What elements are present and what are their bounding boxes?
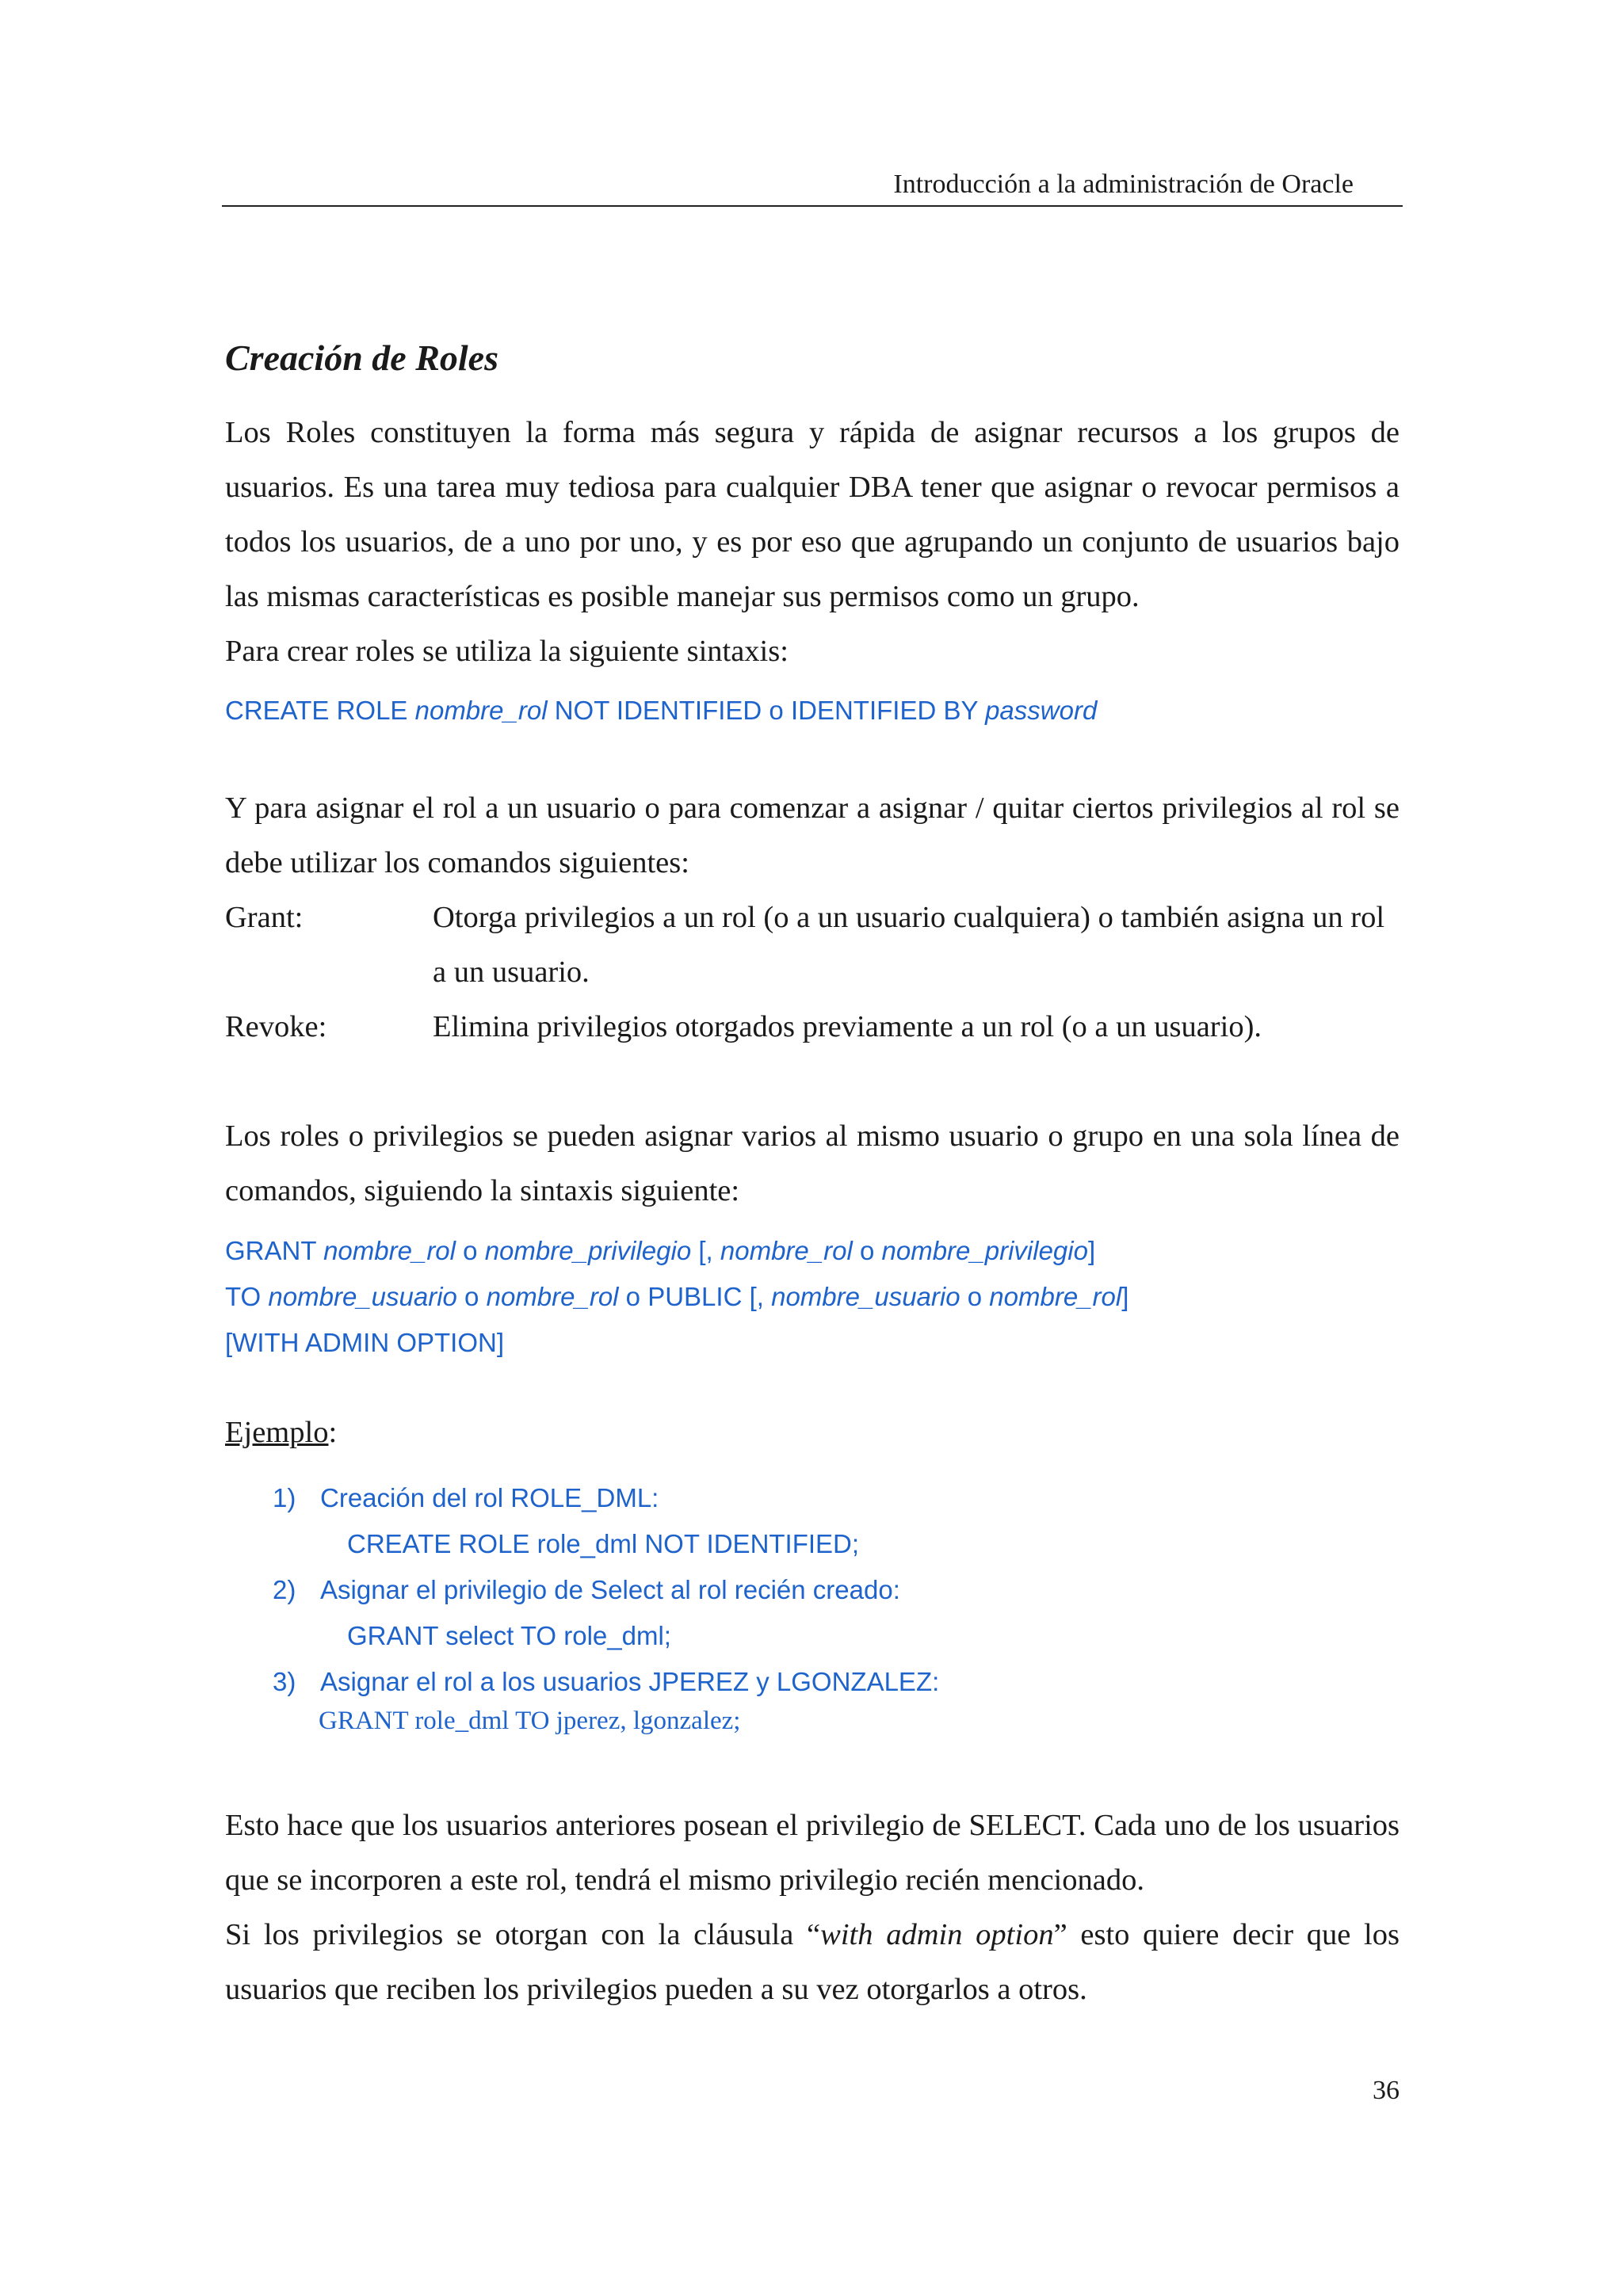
- conclusion-paragraph-2: [225, 1908, 1400, 2017]
- definition-term: Revoke:: [225, 1010, 327, 1043]
- emphasis: with admin option: [820, 1918, 1054, 1951]
- syntax-keyword: ]: [1121, 1282, 1129, 1311]
- example-step: [273, 1475, 939, 1521]
- syntax-arg: nombre_privilegio: [881, 1236, 1088, 1265]
- grant-syntax: [225, 1228, 1128, 1366]
- definition-revoke: [225, 1000, 1400, 1055]
- step-number: 3): [273, 1667, 296, 1696]
- multi-paragraph: Los roles o privilegios se pueden asignar varios al mismo usuario o grupo en una sola línea de comandos, siguiendo la sintaxis siguiente:: [225, 1119, 1400, 1207]
- syntax-keyword: [,: [691, 1236, 720, 1265]
- syntax-keyword: NOT IDENTIFIED o IDENTIFIED BY: [547, 696, 986, 725]
- syntax-arg: nombre_privilegio: [484, 1236, 692, 1265]
- running-header: Introducción a la administración de Oracle: [893, 170, 1354, 199]
- syntax-arg: nombre_rol: [720, 1236, 853, 1265]
- syntax-intro: Para crear roles se utiliza la siguiente sintaxis:: [225, 635, 789, 668]
- syntax-keyword: o PUBLIC [,: [618, 1282, 772, 1311]
- step-number: 1): [273, 1483, 296, 1512]
- syntax-arg: nombre_rol: [486, 1282, 619, 1311]
- syntax-arg: password: [985, 696, 1098, 725]
- syntax-keyword: o: [852, 1236, 882, 1265]
- grant-syntax-line-1: [225, 1228, 1128, 1274]
- definition-description: Elimina privilegios otorgados previamente a un rol (o a un usuario).: [433, 1010, 1262, 1043]
- conclusion-paragraph-1: Esto hace que los usuarios anteriores posean el privilegio de SELECT. Cada uno de los usuarios que se incorporen a este rol, tendrá el mismo privilegio recién mencionado.: [225, 1809, 1400, 1897]
- definition-term: Grant:: [225, 901, 304, 934]
- syntax-arg: nombre_rol: [414, 696, 548, 725]
- section-title: Creación de Roles: [225, 338, 498, 378]
- grant-syntax-line-3: [WITH ADMIN OPTION]: [225, 1328, 504, 1357]
- assign-paragraph: Y para asignar el rol a un usuario o para comenzar a asignar / quitar ciertos privilegios al rol se debe utilizar los comandos siguientes:: [225, 791, 1400, 879]
- syntax-keyword: o: [960, 1282, 990, 1311]
- example-label: Ejemplo: [225, 1416, 329, 1449]
- conclusion-section: [225, 1798, 1400, 2017]
- intro-section: [225, 406, 1400, 679]
- step-command: CREATE ROLE role_dml NOT IDENTIFIED;: [347, 1529, 860, 1558]
- syntax-arg: nombre_rol: [989, 1282, 1122, 1311]
- syntax-arg: nombre_rol: [323, 1236, 456, 1265]
- step-text: Asignar el rol a los usuarios JPEREZ y LGONZALEZ:: [320, 1667, 940, 1696]
- example-heading: [225, 1415, 337, 1450]
- definition-description: Otorga privilegios a un rol (o a un usuario cualquiera) o también asigna un rol a un usuario.: [433, 901, 1385, 989]
- syntax-keyword: o: [456, 1236, 485, 1265]
- step-command: GRANT role_dml TO jperez, lgonzalez;: [319, 1707, 741, 1735]
- header-rule: [222, 205, 1403, 207]
- syntax-keyword: GRANT: [225, 1236, 324, 1265]
- syntax-arg: nombre_usuario: [268, 1282, 457, 1311]
- example-steps: [273, 1475, 939, 1737]
- step-text: Creación del rol ROLE_DML:: [320, 1483, 659, 1512]
- create-role-syntax: [225, 688, 1097, 734]
- command-definitions: [225, 891, 1400, 1055]
- syntax-keyword: o: [456, 1282, 487, 1311]
- example-step: [273, 1659, 939, 1705]
- step-number: 2): [273, 1575, 296, 1604]
- intro-paragraph: Los Roles constituyen la forma más segura y rápida de asignar recursos a los grupos de usuarios. Es una tarea muy tediosa para cualquier DBA tener que asignar o revocar permisos a todos los usuarios, de a uno por uno, y es por eso que agrupando un conjunto de usuarios bajo las mismas características es posible manejar sus permisos como un grupo.: [225, 416, 1400, 613]
- syntax-keyword: CREATE ROLE: [225, 696, 415, 725]
- text-run: ” esto quiere decir que los usuarios que reciben los privilegios pueden a su vez otorgarlos a otros.: [225, 1918, 1400, 2006]
- syntax-keyword: ]: [1087, 1236, 1096, 1265]
- text-run: Si los privilegios se otorgan con la cláusula “: [225, 1918, 821, 1951]
- example-step: [273, 1567, 939, 1613]
- step-command: GRANT select TO role_dml;: [347, 1621, 671, 1650]
- definition-grant: [225, 891, 1400, 1000]
- syntax-keyword: TO: [225, 1282, 269, 1311]
- page-number: 36: [1373, 2076, 1400, 2105]
- grant-syntax-line-2: [225, 1274, 1128, 1320]
- syntax-arg: nombre_usuario: [771, 1282, 960, 1311]
- step-text: Asignar el privilegio de Select al rol recién creado:: [320, 1575, 900, 1604]
- example-colon: :: [328, 1416, 338, 1449]
